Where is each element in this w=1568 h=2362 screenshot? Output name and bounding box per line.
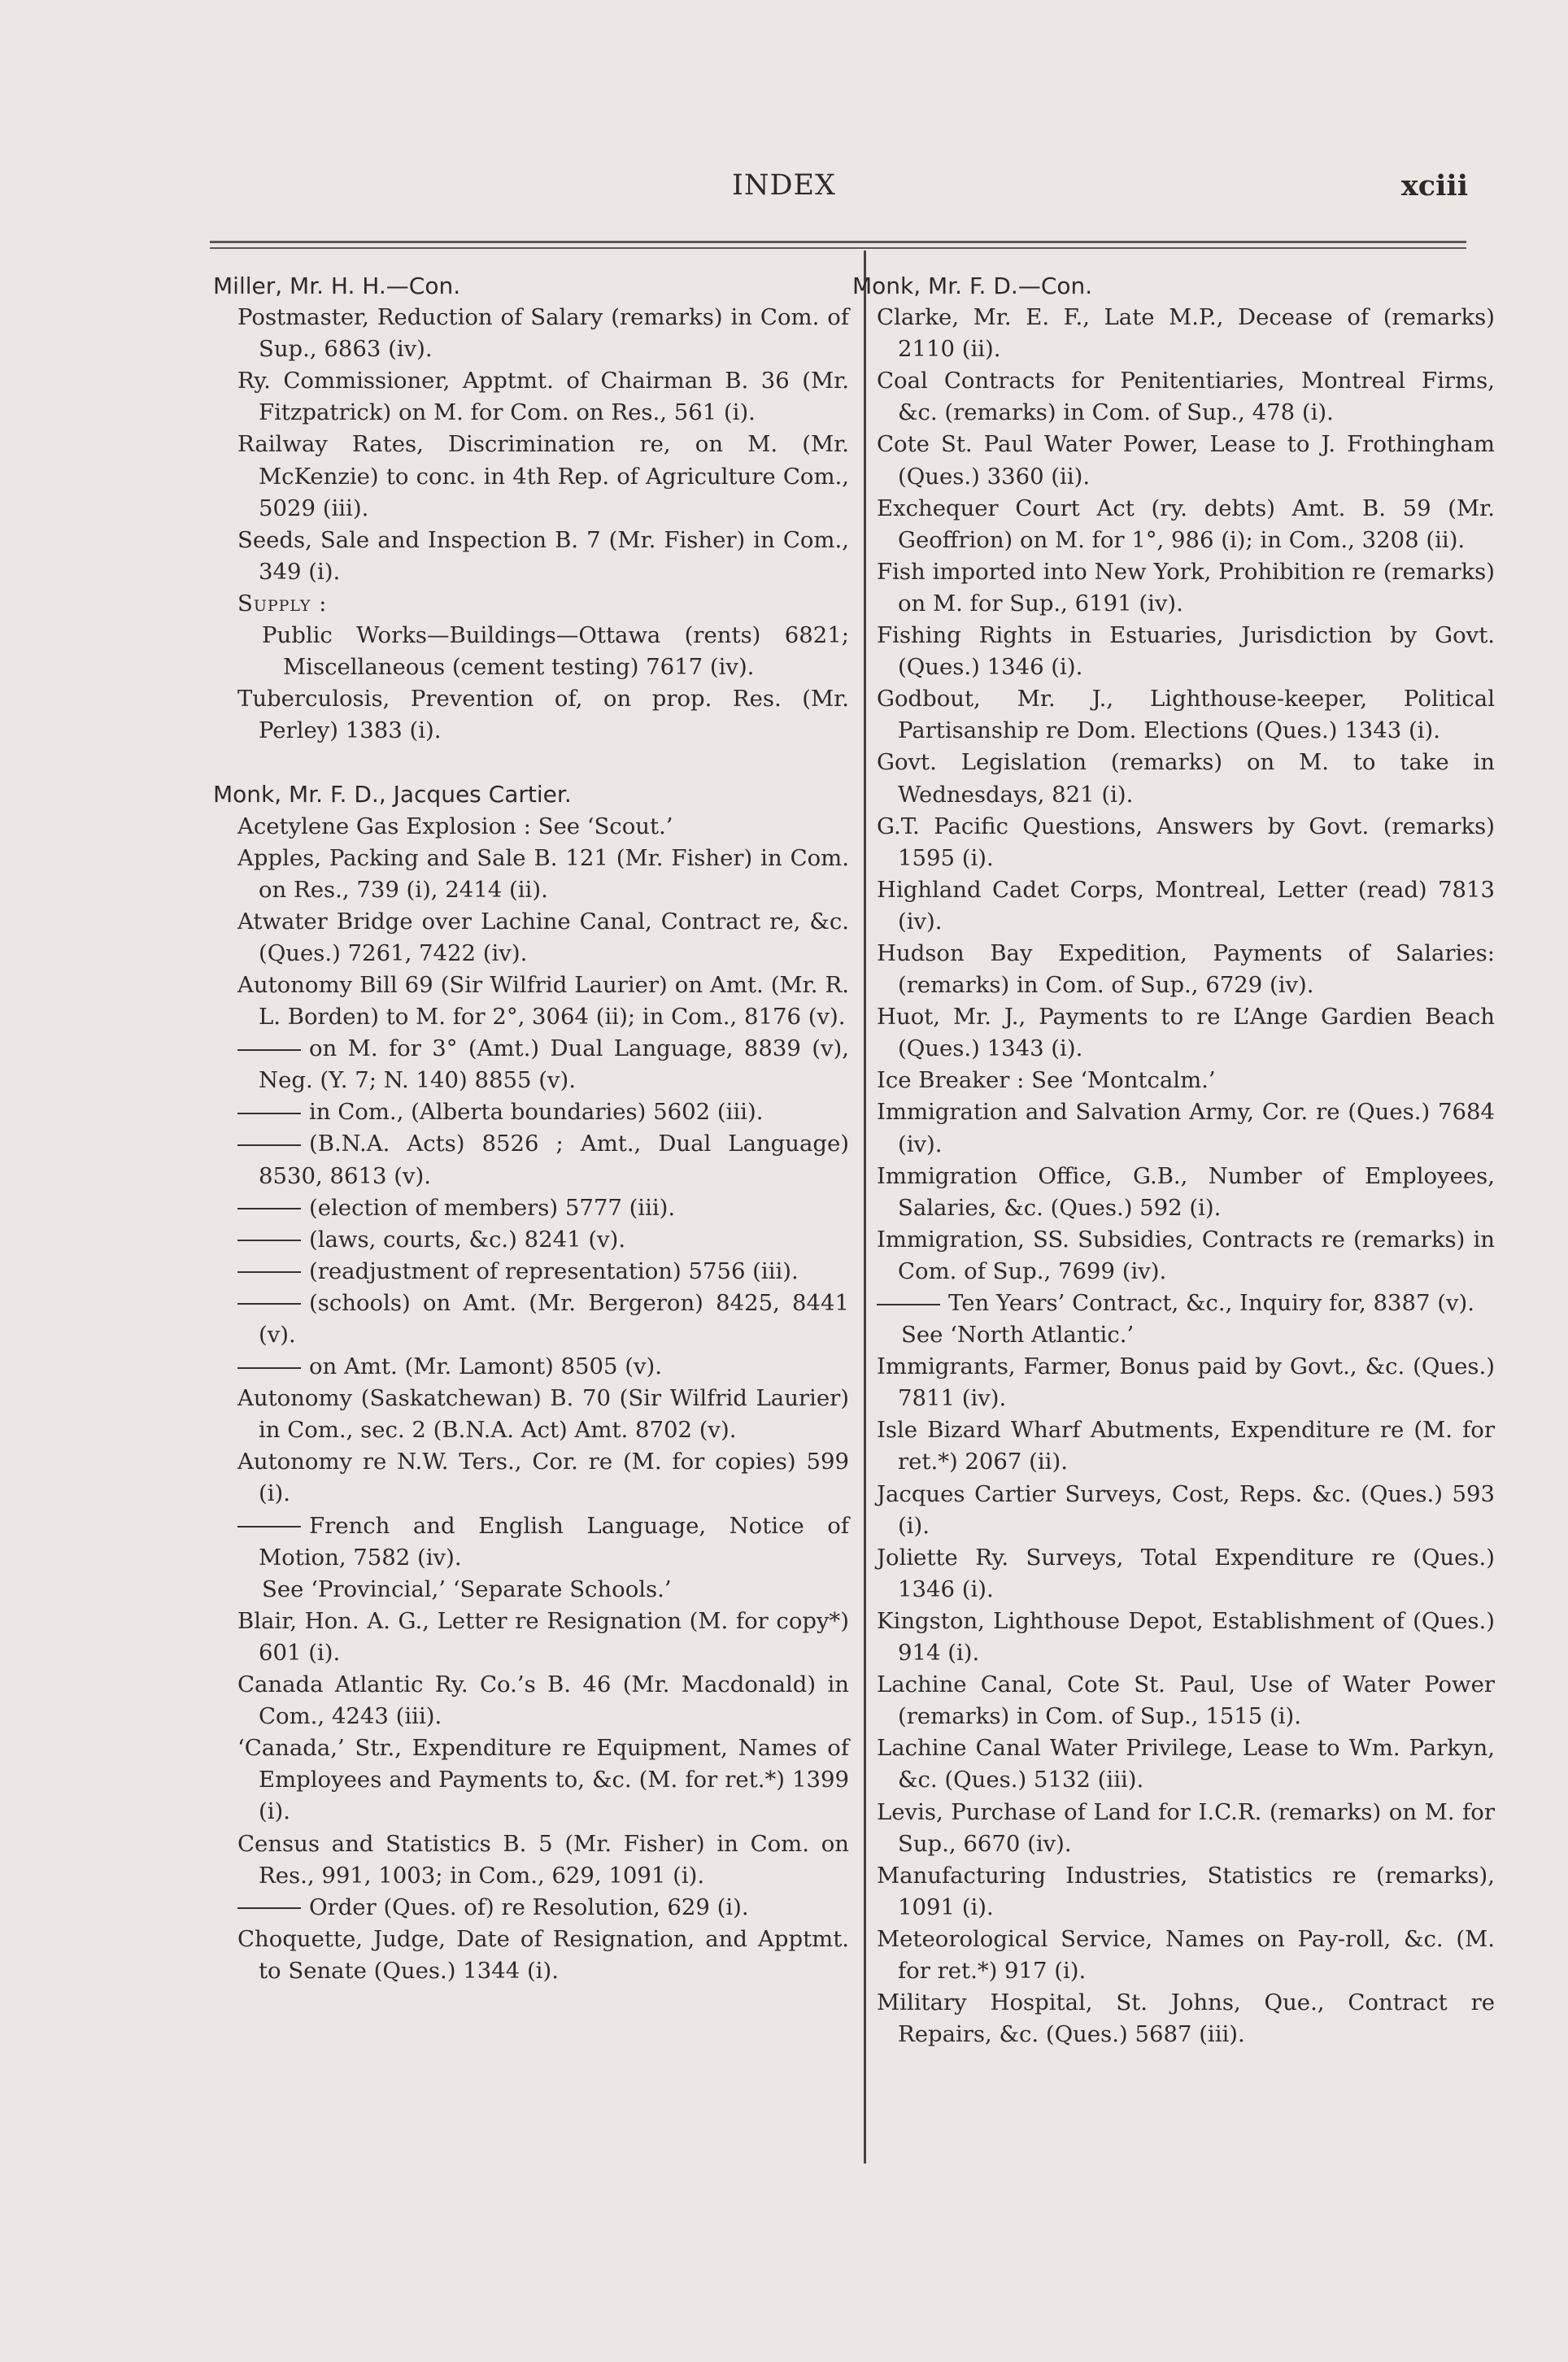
header-rule-bottom [210,247,1466,249]
index-subentry: (B.N.A. Acts) 8526 ; Amt., Dual Language) 8530, 8613 (v). [237,1128,849,1192]
index-entry: Apples, Packing and Sale B. 121 (Mr. Fisher) in Com. on Res., 739 (i), 2414 (ii). [237,844,849,903]
index-entry: Levis, Purchase of Land for I.C.R. (remarks) on M. for Sup., 6670 (iv). [877,1798,1495,1857]
index-entry: Godbout, Mr. J., Lighthouse-keeper, Political Partisanship re Dom. Elections (Ques.) 1343 (i). [877,686,1495,744]
index-entry: Railway Rates, Discrimination re, on M. (Mr. McKenzie) to conc. in 4th Rep. of Agriculture Com., 5029 (iii). [237,431,849,521]
page-header [0,169,1568,218]
index-entry: Immigration, SS. Subsidies, Contracts re (remarks) in Com. of Sup., 7699 (iv). [877,1226,1495,1284]
see-also: See ‘North Atlantic.’ [901,1322,1135,1349]
index-entry: Tuberculosis, Prevention of, on prop. Res. (Mr. Perley) 1383 (i). [237,686,849,744]
ditto-dash [237,1526,301,1527]
index-subentry: (laws, courts, &c.) 8241 (v). [237,1224,849,1256]
entry-heading-monk: Monk, Mr. F. D., Jacques Cartier. [213,781,572,808]
supply-subheading: Supply : [237,590,328,617]
ditto-dash [237,1907,301,1909]
index-entry: Autonomy (Saskatchewan) B. 70 (Sir Wilfrid Laurier) in Com., sec. 2 (B.N.A. Act) Amt. 8702 (v). [237,1385,849,1444]
index-entry: Meteorological Service, Names on Pay-roll, &c. (M. for ret.*) 917 (i). [877,1925,1495,1984]
index-entry: Postmaster, Reduction of Salary (remarks) in Com. of Sup., 6863 (iv). [237,304,849,363]
index-entry: Fishing Rights in Estuaries, Jurisdiction by Govt. (Ques.) 1346 (i). [877,622,1495,681]
index-entry: Acetylene Gas Explosion : See ‘Scout.’ [237,813,673,839]
index-subentry: on Amt. (Mr. Lamont) 8505 (v). [237,1351,849,1383]
index-subentry: French and English Language, Notice of Motion, 7582 (iv). [237,1510,849,1574]
ditto-dash [237,1113,301,1114]
index-entry: Immigrants, Farmer, Bonus paid by Govt., &c. (Ques.) 7811 (iv). [877,1353,1495,1412]
ditto-dash [237,1367,301,1369]
header-rule-top [210,241,1466,243]
right-column [852,270,1495,2050]
index-subentry: (readjustment of representation) 5756 (iii). [237,1256,849,1288]
index-entry: Kingston, Lighthouse Depot, Establishment of (Ques.) 914 (i). [877,1607,1495,1667]
index-entry: Immigration Office, G.B., Number of Employees, Salaries, &c. (Ques.) 592 (i). [877,1162,1495,1221]
page-number: xciii [1400,169,1468,203]
ditto-dash [237,1208,301,1209]
index-entry: Manufacturing Industries, Statistics re (remarks), 1091 (i). [877,1862,1495,1920]
index-entry: Autonomy re N.W. Ters., Cor. re (M. for copies) 599 (i). [237,1449,849,1507]
index-entry: Choquette, Judge, Date of Resignation, and Apptmt. to Senate (Ques.) 1344 (i). [237,1925,849,1984]
index-subentry: (schools) on Amt. (Mr. Bergeron) 8425, 8441 (v). [237,1288,849,1351]
index-entry: Isle Bizard Wharf Abutments, Expenditure re (M. for ret.*) 2067 (ii). [877,1417,1495,1475]
index-entry: Fish imported into New York, Prohibition re (remarks) on M. for Sup., 6191 (iv). [877,558,1495,617]
index-entry: Ice Breaker : See ‘Montcalm.’ [877,1067,1216,1094]
index-entry: Huot, Mr. J., Payments to re L’Ange Gardien Beach (Ques.) 1343 (i). [877,1004,1495,1062]
left-column [213,270,849,1987]
index-entry: Govt. Legislation (remarks) on M. to take in Wednesdays, 821 (i). [877,749,1495,808]
entry-heading-miller: Miller, Mr. H. H.—Con. [213,272,461,299]
index-entry: Exchequer Court Act (ry. debts) Amt. B. 59 (Mr. Geoffrion) on M. for 1°, 986 (i); in Com., 3208 (ii). [877,495,1495,553]
page-title: INDEX [732,169,836,202]
index-entry: Jacques Cartier Surveys, Cost, Reps. &c. (Ques.) 593 (i). [877,1480,1495,1539]
index-entry: Canada Atlantic Ry. Co.’s B. 46 (Mr. Macdonald) in Com., 4243 (iii). [237,1671,849,1730]
index-entry: Clarke, Mr. E. F., Late M.P., Decease of (remarks) 2110 (ii). [877,304,1495,363]
index-entry: Immigration and Salvation Army, Cor. re (Ques.) 7684 (iv). [877,1099,1495,1157]
index-entry: Autonomy Bill 69 (Sir Wilfrid Laurier) on Amt. (Mr. R. L. Borden) to M. for 2°, 3064 (ii); in Com., 8176 (v). [237,971,849,1031]
index-entry: Military Hospital, St. Johns, Que., Contract re Repairs, &c. (Ques.) 5687 (iii). [877,1989,1495,2048]
index-subentry: Ten Years’ Contract, &c., Inquiry for, 8387 (v). [877,1288,1495,1319]
index-subentry: (election of members) 5777 (iii). [237,1192,849,1224]
entry-heading-monk-continued: Monk, Mr. F. D.—Con. [852,272,1093,299]
index-entry: Cote St. Paul Water Power, Lease to J. Frothingham (Ques.) 3360 (ii). [877,431,1495,490]
ditto-dash [237,1303,301,1305]
ditto-dash [237,1271,301,1273]
index-entry: Coal Contracts for Penitentiaries, Montreal Firms, &c. (remarks) in Com. of Sup., 478 (i). [877,368,1495,426]
index-entry: G.T. Pacific Questions, Answers by Govt. (remarks) 1595 (i). [877,813,1495,871]
index-entry: Seeds, Sale and Inspection B. 7 (Mr. Fisher) in Com., 349 (i). [237,526,849,585]
index-subentry: Order (Ques. of) re Resolution, 629 (i). [237,1892,849,1924]
ditto-dash [877,1304,940,1305]
index-entry: ‘Canada,’ Str., Expenditure re Equipment, Names of Employees and Payments to, &c. (M. for ret.*) 1399 (i). [237,1735,849,1825]
see-also: See ‘Provincial,’ ‘Separate Schools.’ [262,1575,672,1602]
index-entry: Atwater Bridge over Lachine Canal, Contract re, &c. (Ques.) 7261, 7422 (iv). [237,908,849,966]
index-entry: Lachine Canal, Cote St. Paul, Use of Water Power (remarks) in Com. of Sup., 1515 (i). [877,1671,1495,1730]
index-entry: Blair, Hon. A. G., Letter re Resignation (M. for copy*) 601 (i). [237,1607,849,1666]
ditto-dash [237,1144,301,1146]
index-entry: Ry. Commissioner, Apptmt. of Chairman B. 36 (Mr. Fitzpatrick) on M. for Com. on Res., 561 (i). [237,368,849,426]
ditto-dash [237,1240,301,1241]
ditto-dash [237,1049,301,1051]
index-entry: Public Works—Buildings—Ottawa (rents) 6821; Miscellaneous (cement testing) 7617 (iv). [262,622,849,681]
index-entry: Census and Statistics B. 5 (Mr. Fisher) in Com. on Res., 991, 1003; in Com., 629, 1091 (i). [237,1830,849,1889]
index-entry: Lachine Canal Water Privilege, Lease to Wm. Parkyn, &c. (Ques.) 5132 (iii). [877,1735,1495,1793]
index-subentry: on M. for 3° (Amt.) Dual Language, 8839 (v), Neg. (Y. 7; N. 140) 8855 (v). [237,1033,849,1096]
index-subentry: in Com., (Alberta boundaries) 5602 (iii). [237,1096,849,1128]
index-entry: Hudson Bay Expedition, Payments of Salaries: (remarks) in Com. of Sup., 6729 (iv). [877,939,1495,999]
index-entry: Highland Cadet Corps, Montreal, Letter (read) 7813 (iv). [877,876,1495,935]
index-entry: Joliette Ry. Surveys, Total Expenditure re (Ques.) 1346 (i). [877,1544,1495,1602]
